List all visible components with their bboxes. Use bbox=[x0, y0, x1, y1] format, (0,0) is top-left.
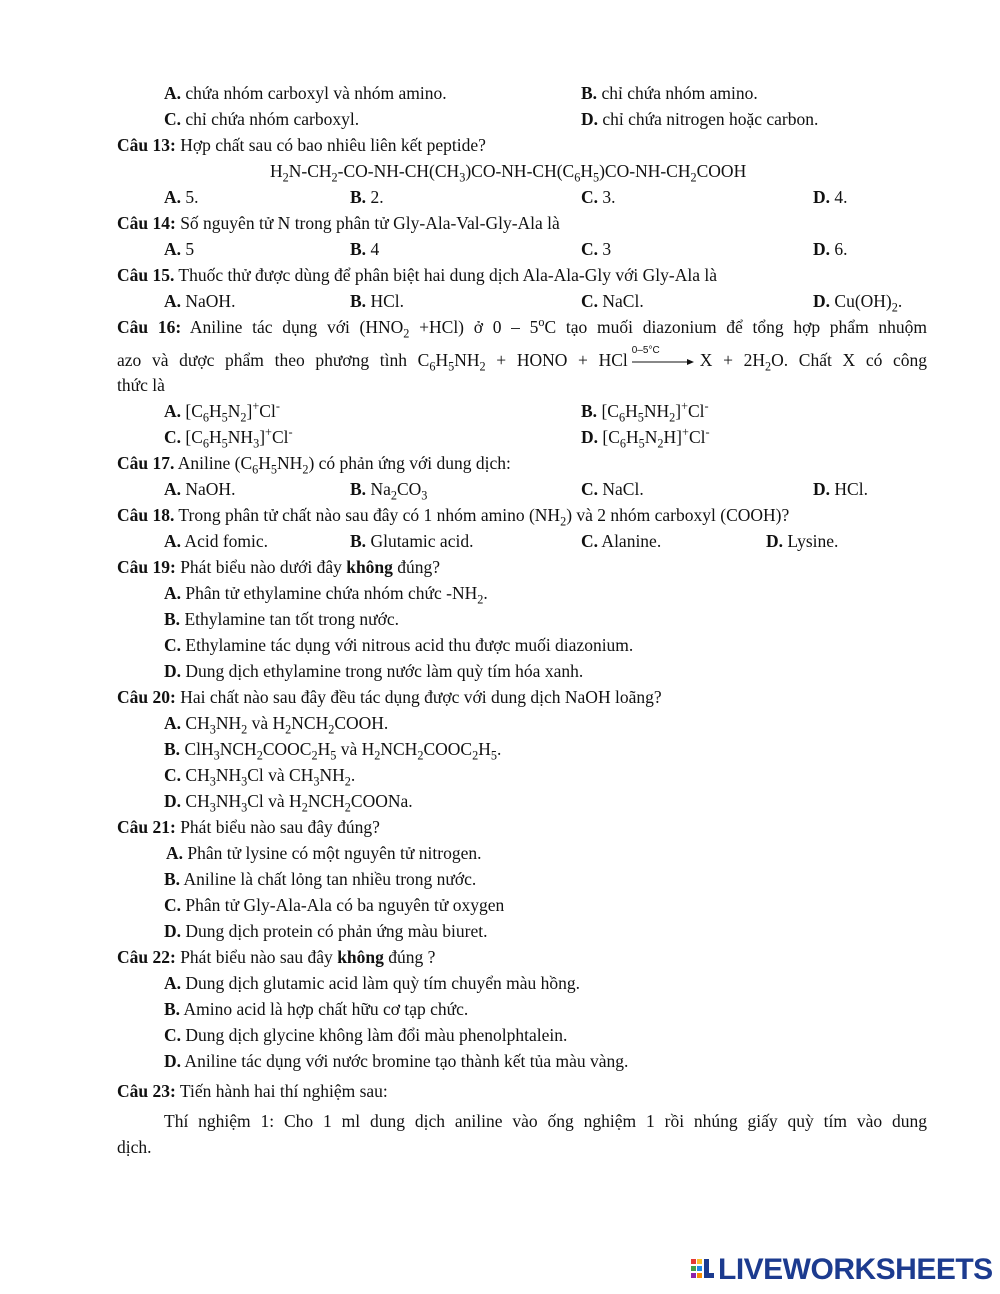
q19-option-a: A. Phân tử ethylamine chứa nhóm chức $-NH_2$. bbox=[164, 583, 488, 607]
q16-stem-line3: thức là bbox=[117, 375, 165, 395]
q17-stem: Câu 17. Aniline $(C_6H_5NH_2)$ có phản ứng với dung dịch: bbox=[117, 453, 511, 477]
liveworksheets-logo bbox=[691, 1250, 993, 1290]
q22-option-d: D. Aniline tác dụng với nước bromine tạo thành kết tủa màu vàng. bbox=[164, 1051, 629, 1071]
q14-option-a: A. 5 bbox=[164, 239, 195, 259]
q13-formula: $H_2N-CH_2-CO-NH-CH(CH_3)CO-NH-CH(C_6H_5)CO-NH-CH_2COOH$ bbox=[270, 161, 747, 185]
q15-option-d: D. $Cu(OH)_2$. bbox=[813, 291, 903, 315]
q22-option-a: A. Dung dịch glutamic acid làm quỳ tím chuyển màu hồng. bbox=[164, 973, 581, 993]
q20-option-a: A. $CH_3NH_2$ và $H_2NCH_2COOH$. bbox=[164, 713, 389, 737]
q20-option-d: D. $CH_3NH_3Cl$ và $H_2NCH_2COONa$. bbox=[164, 791, 413, 815]
q17-option-d: D. HCl. bbox=[813, 479, 868, 499]
q21-stem: Câu 21: Phát biểu nào sau đây đúng? bbox=[117, 817, 380, 837]
q18-stem: Câu 18. Trong phân tử chất nào sau đây có 1 nhóm amino $(NH_2)$ và 2 nhóm carboxyl (COOH)? bbox=[117, 505, 790, 529]
q13-option-c: C. 3. bbox=[581, 187, 616, 207]
q21-option-d: D. Dung dịch protein có phản ứng màu biuret. bbox=[164, 921, 488, 941]
q17-option-c: C. NaCl. bbox=[581, 479, 644, 499]
q23-stem: Câu 23: Tiến hành hai thí nghiệm sau: bbox=[117, 1081, 388, 1101]
q13-stem: Câu 13: Hợp chất sau có bao nhiêu liên kết peptide? bbox=[117, 135, 486, 155]
q18-option-d: D. Lysine. bbox=[766, 531, 839, 551]
q12-option-a: A. chứa nhóm carboxyl và nhóm amino. bbox=[164, 83, 447, 103]
q17-option-a: A. NaOH. bbox=[164, 479, 236, 499]
q18-option-b: B. Glutamic acid. bbox=[350, 531, 474, 551]
q22-option-c: C. Dung dịch glycine không làm đổi màu phenolphtalein. bbox=[164, 1025, 568, 1045]
q16-option-d: D. $[C_6H_5N_2H]^+Cl^-$ bbox=[581, 425, 710, 451]
q21-option-c: C. Phân tử Gly-Ala-Ala có ba nguyên tử oxygen bbox=[164, 895, 505, 915]
q14-option-b: B. 4 bbox=[350, 239, 380, 259]
q15-stem: Câu 15. Thuốc thử được dùng để phân biệt hai dung dịch Ala-Ala-Gly với Gly-Ala là bbox=[117, 265, 717, 285]
q15-option-b: B. HCl. bbox=[350, 291, 404, 311]
q13-option-d: D. 4. bbox=[813, 187, 848, 207]
q19-stem: Câu 19: Phát biểu nào dưới đây không đúng? bbox=[117, 557, 441, 577]
q20-option-b: B. $ClH_3NCH_2COOC_2H_5$ và $H_2NCH_2COOC_2H_5$. bbox=[164, 739, 502, 763]
q19-option-c: C. Ethylamine tác dụng với nitrous acid thu được muối diazonium. bbox=[164, 635, 634, 655]
q20-option-c: C. $CH_3NH_3Cl$ và $CH_3NH_2$. bbox=[164, 765, 356, 789]
q22-stem: Câu 22: Phát biểu nào sau đây không đúng ? bbox=[117, 947, 436, 967]
q12-option-b: B. chỉ chứa nhóm amino. bbox=[581, 83, 758, 103]
q12-option-d: D. chỉ chứa nitrogen hoặc carbon. bbox=[581, 109, 819, 129]
q18-option-c: C. Alanine. bbox=[581, 531, 662, 551]
q15-option-c: C. NaCl. bbox=[581, 291, 644, 311]
q14-option-c: C. 3 bbox=[581, 239, 612, 259]
reaction-arrow: 0–5°C bbox=[632, 348, 694, 370]
q12-option-c: C. chỉ chứa nhóm carboxyl. bbox=[164, 109, 360, 129]
q16-option-c: C. $[C_6H_5NH_3]^+Cl^-$ bbox=[164, 425, 293, 451]
q15-option-a: A. NaOH. bbox=[164, 291, 236, 311]
q16-option-a: A. $[C_6H_5N_2]^+Cl^-$ bbox=[164, 399, 280, 425]
q16-stem-line2: azo và dược phẩm theo phương tình $C_6H_5NH_2$ + HONO + HCl 0–5°C $X + 2H_2O$. Chất X có công bbox=[117, 345, 928, 374]
q21-option-b: B. Aniline là chất lỏng tan nhiều trong nước. bbox=[164, 869, 477, 889]
q16-option-b: B. $[C_6H_5NH_2]^+Cl^-$ bbox=[581, 399, 709, 425]
q14-option-d: D. 6. bbox=[813, 239, 848, 259]
q20-stem: Câu 20: Hai chất nào sau đây đều tác dụng được với dung dịch NaOH loãng? bbox=[117, 687, 662, 707]
q13-option-b: B. 2. bbox=[350, 187, 384, 207]
q23-experiment-1-line1: Thí nghiệm 1: Cho 1 ml dung dịch aniline vào ống nghiệm 1 rồi nhúng giấy quỳ tím vào dung bbox=[164, 1111, 927, 1131]
q16-stem-line1: Câu 16: Aniline tác dụng với $(HNO_2 +HCl)$ ở 0 – 5$^o$C tạo muối diazonium để tổng hợp phẩm nhuộm bbox=[117, 315, 928, 341]
q13-option-a: A. 5. bbox=[164, 187, 199, 207]
liveworksheets-grid-icon bbox=[691, 1257, 715, 1283]
q17-option-b: B. $Na_2CO_3$ bbox=[350, 479, 428, 503]
logo-text: LIVEWORKSHEETS bbox=[718, 1253, 993, 1286]
q22-option-b: B. Amino acid là hợp chất hữu cơ tạp chức. bbox=[164, 999, 469, 1019]
q23-experiment-1-line2: dịch. bbox=[117, 1137, 152, 1157]
q14-stem: Câu 14: Số nguyên tử N trong phân tử Gly-Ala-Val-Gly-Ala là bbox=[117, 213, 560, 233]
q19-option-d: D. Dung dịch ethylamine trong nước làm quỳ tím hóa xanh. bbox=[164, 661, 584, 681]
q19-option-b: B. Ethylamine tan tốt trong nước. bbox=[164, 609, 400, 629]
q18-option-a: A. Acid fomic. bbox=[164, 531, 269, 551]
q21-option-a: A. Phân tử lysine có một nguyên tử nitrogen. bbox=[166, 843, 482, 863]
